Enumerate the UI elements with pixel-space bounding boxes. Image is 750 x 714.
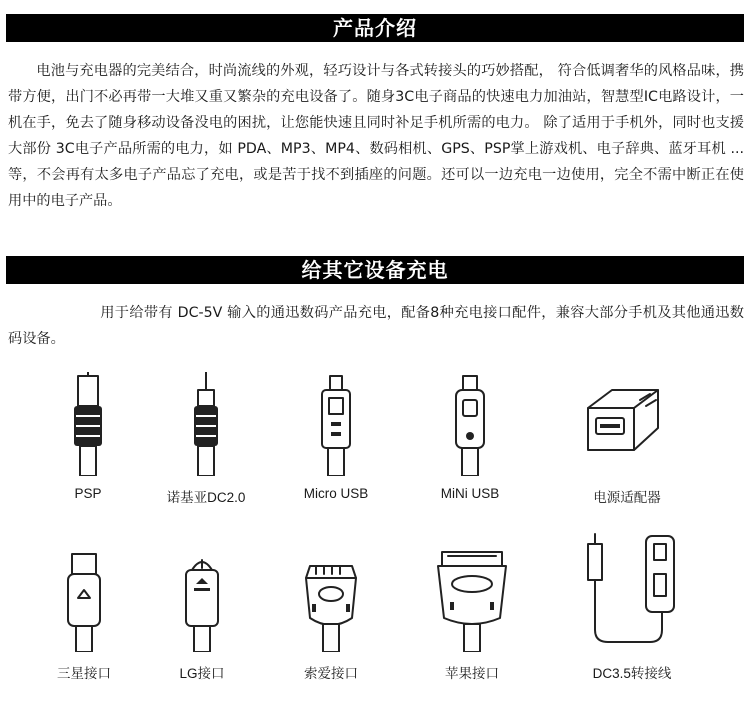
- connector-label: Micro USB: [303, 486, 369, 501]
- connector-label: MiNi USB: [440, 486, 500, 501]
- section-title: 产品介绍: [333, 16, 417, 40]
- mini-usb-plug-icon: [440, 372, 500, 476]
- connector-label: LG接口: [179, 666, 225, 681]
- section-header-other-devices: [6, 256, 744, 284]
- nokia-dc-plug-icon: [176, 372, 236, 476]
- connector-label: DC3.5转接线: [592, 666, 672, 681]
- dc35-cable-icon: [580, 530, 680, 650]
- connector-label: 三星接口: [57, 666, 111, 681]
- section-header-intro: [6, 14, 744, 42]
- connector-label: 电源适配器: [593, 490, 661, 505]
- section-title: 给其它设备充电: [301, 258, 449, 282]
- connector-label: 苹果接口: [445, 666, 499, 681]
- apple-dock-plug-icon: [432, 548, 512, 652]
- psp-plug-icon: [58, 372, 118, 476]
- lg-plug-icon: [172, 548, 232, 652]
- sony-ericsson-plug-icon: [296, 548, 366, 652]
- power-adapter-icon: [574, 380, 664, 460]
- connector-label: PSP: [74, 486, 102, 501]
- other-devices-paragraph: 用于给带有 DC-5V 输入的通迅数码产品充电，配备8种充电接口配件，兼容大部分手机及其他通迅数码设备。: [8, 305, 744, 347]
- connector-label: 索爱接口: [304, 666, 358, 681]
- connector-label: 诺基亚DC2.0: [166, 490, 246, 505]
- intro-paragraph: 电池与充电器的完美结合，时尚流线的外观，轻巧设计与各式转接头的巧妙搭配， 符合低调奢华的风格品味，携带方便，出门不必再带一大堆又重又繁杂的充电设备了。随身3C电子商品的快速电力加油站，智慧型IC电路设计，一机在手，免去了随身移动设备没电的困扰，让您能快速且同时补足手机所需的电力。 除了适用于手机外，同时也支援大部份 3C电子产品所需的电力，如 PDA、MP3、MP4、数码相机、GPS、PSP掌上游戏机、电子辞典、蓝牙耳机 ... 等，不会再有太多电子产品忘了充电，或是苦于找不到插座的问题。还可以一边充电一边使用，完全不需中断正在使用中的电子产品。: [8, 63, 744, 209]
- micro-usb-plug-icon: [306, 372, 366, 476]
- samsung-plug-icon: [54, 548, 114, 652]
